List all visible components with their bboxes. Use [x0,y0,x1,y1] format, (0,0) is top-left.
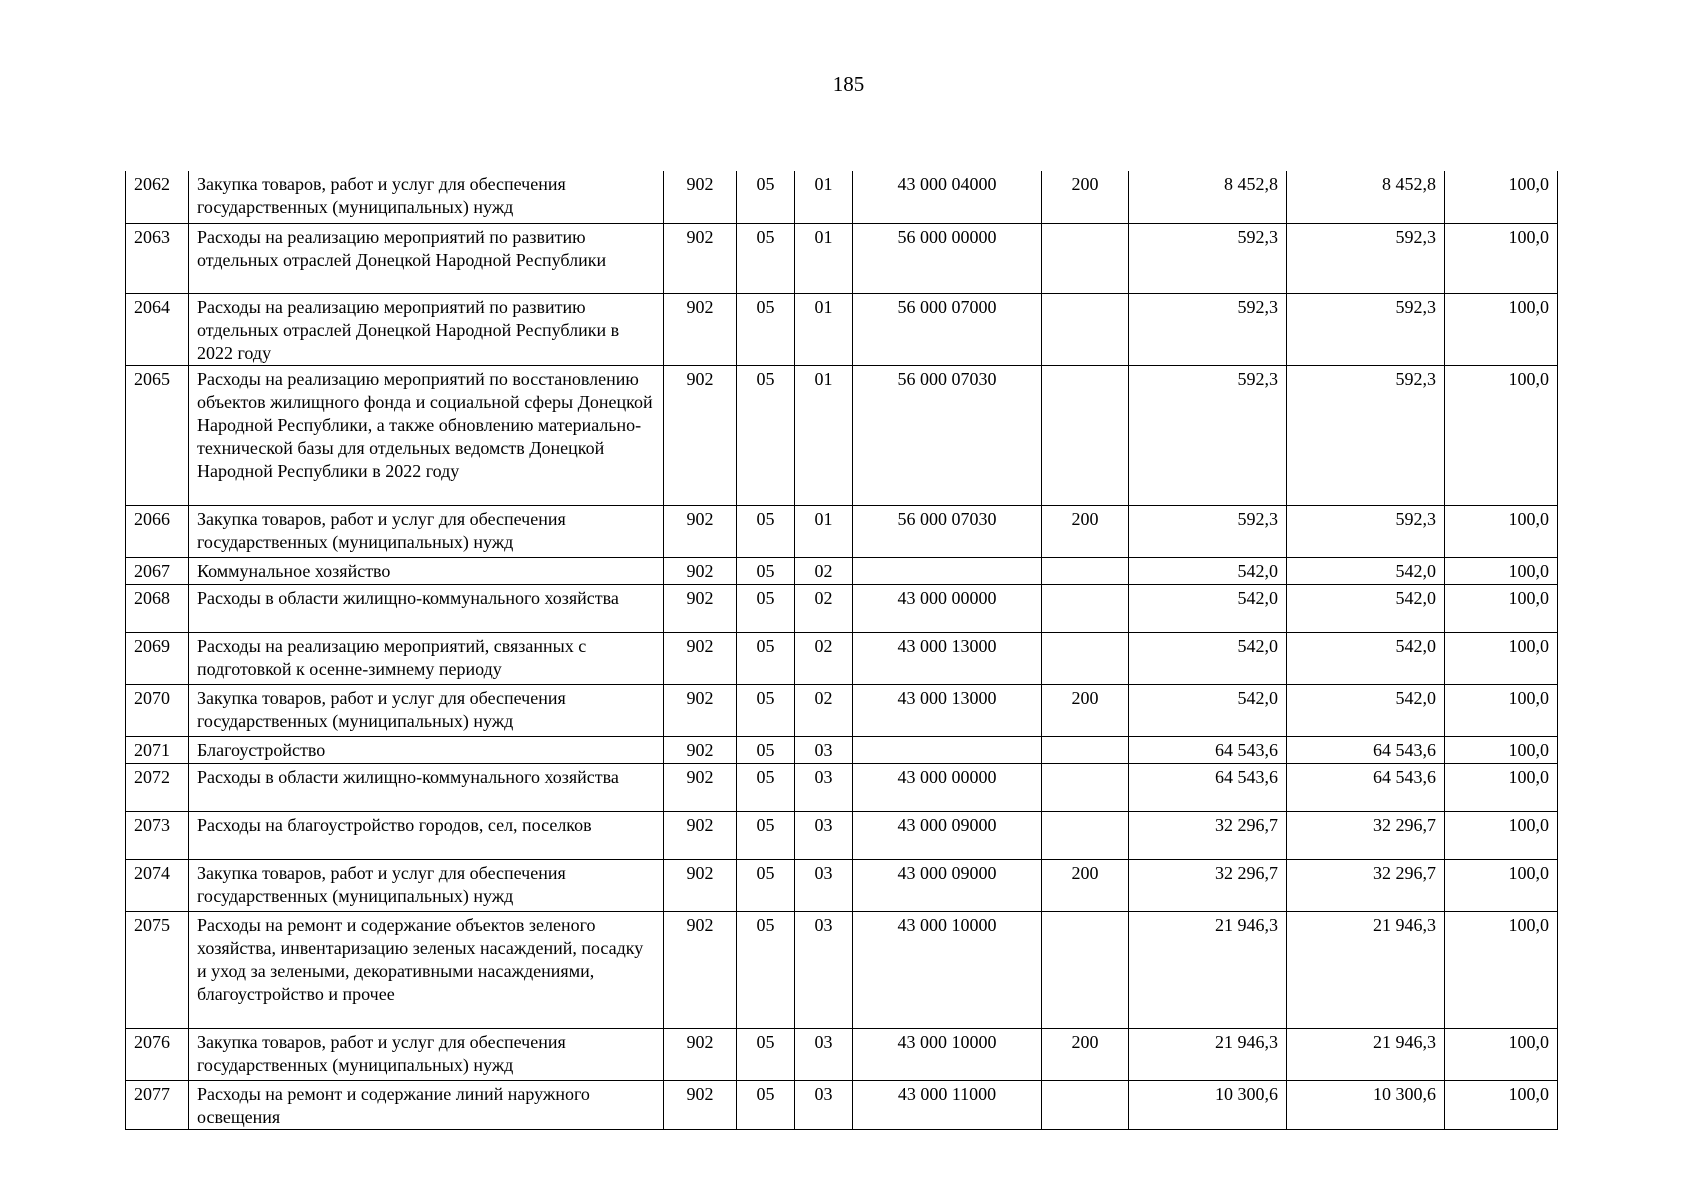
planned-amount: 32 296,7 [1129,859,1287,911]
planned-amount: 32 296,7 [1129,811,1287,859]
department-code: 902 [664,171,737,223]
target-article-code [853,736,1042,763]
expense-type-code [1042,223,1129,293]
execution-percent: 100,0 [1445,684,1558,736]
actual-amount: 592,3 [1287,365,1445,505]
department-code: 902 [664,293,737,365]
department-code: 902 [664,557,737,584]
planned-amount: 542,0 [1129,557,1287,584]
expense-name: Расходы на реализацию мероприятий, связанных с подготовкой к осенне-зимнему периоду [189,632,664,684]
execution-percent: 100,0 [1445,505,1558,557]
planned-amount: 10 300,6 [1129,1080,1287,1129]
department-code: 902 [664,811,737,859]
target-article-code: 43 000 13000 [853,632,1042,684]
department-code: 902 [664,763,737,811]
section-code: 05 [737,911,795,1028]
planned-amount: 64 543,6 [1129,763,1287,811]
row-number: 2076 [126,1028,189,1080]
subsection-code: 03 [795,736,853,763]
section-code: 05 [737,365,795,505]
expense-name: Благоустройство [189,736,664,763]
row-number: 2067 [126,557,189,584]
row-number: 2064 [126,293,189,365]
planned-amount: 542,0 [1129,584,1287,632]
department-code: 902 [664,584,737,632]
expense-type-code [1042,1080,1129,1129]
expense-name: Закупка товаров, работ и услуг для обеспечения государственных (муниципальных) нужд [189,1028,664,1080]
actual-amount: 542,0 [1287,557,1445,584]
row-number: 2066 [126,505,189,557]
target-article-code: 56 000 07030 [853,365,1042,505]
expense-name: Закупка товаров, работ и услуг для обеспечения государственных (муниципальных) нужд [189,859,664,911]
execution-percent: 100,0 [1445,632,1558,684]
row-number: 2075 [126,911,189,1028]
target-article-code: 43 000 00000 [853,763,1042,811]
expense-name: Расходы в области жилищно-коммунального хозяйства [189,763,664,811]
target-article-code: 43 000 10000 [853,1028,1042,1080]
target-article-code: 43 000 00000 [853,584,1042,632]
table-row [126,632,1558,684]
actual-amount: 64 543,6 [1287,736,1445,763]
row-number: 2069 [126,632,189,684]
planned-amount: 542,0 [1129,684,1287,736]
subsection-code: 02 [795,557,853,584]
subsection-code: 03 [795,1028,853,1080]
planned-amount: 64 543,6 [1129,736,1287,763]
expense-name: Закупка товаров, работ и услуг для обеспечения государственных (муниципальных) нужд [189,684,664,736]
expense-type-code: 200 [1042,505,1129,557]
row-number: 2073 [126,811,189,859]
expense-type-code [1042,365,1129,505]
section-code: 05 [737,684,795,736]
execution-percent: 100,0 [1445,171,1558,223]
target-article-code: 43 000 11000 [853,1080,1042,1129]
section-code: 05 [737,811,795,859]
execution-percent: 100,0 [1445,1080,1558,1129]
subsection-code: 03 [795,859,853,911]
expense-name: Расходы на реализацию мероприятий по развитию отдельных отраслей Донецкой Народной Республики в 2022 году [189,293,664,365]
expense-type-code [1042,293,1129,365]
subsection-code: 03 [795,763,853,811]
expense-name: Закупка товаров, работ и услуг для обеспечения государственных (муниципальных) нужд [189,505,664,557]
expense-type-code [1042,584,1129,632]
row-number: 2065 [126,365,189,505]
planned-amount: 8 452,8 [1129,171,1287,223]
expense-type-code [1042,811,1129,859]
expense-name: Коммунальное хозяйство [189,557,664,584]
execution-percent: 100,0 [1445,859,1558,911]
row-number: 2063 [126,223,189,293]
expense-type-code [1042,557,1129,584]
execution-percent: 100,0 [1445,584,1558,632]
table-row [126,223,1558,293]
execution-percent: 100,0 [1445,911,1558,1028]
table-row [126,293,1558,365]
subsection-code: 03 [795,811,853,859]
section-code: 05 [737,171,795,223]
planned-amount: 21 946,3 [1129,911,1287,1028]
actual-amount: 32 296,7 [1287,811,1445,859]
row-number: 2068 [126,584,189,632]
table-row [126,1028,1558,1080]
table-row [126,859,1558,911]
planned-amount: 592,3 [1129,505,1287,557]
section-code: 05 [737,293,795,365]
execution-percent: 100,0 [1445,1028,1558,1080]
expense-name: Закупка товаров, работ и услуг для обеспечения государственных (муниципальных) нужд [189,171,664,223]
actual-amount: 21 946,3 [1287,1028,1445,1080]
row-number: 2074 [126,859,189,911]
department-code: 902 [664,1080,737,1129]
section-code: 05 [737,1028,795,1080]
expense-name: Расходы на реализацию мероприятий по восстановлению объектов жилищного фонда и социальной сферы Донецкой Народной Республики, а также обновлению материально-технической базы для отдельных ведомств Донецкой Народной Республики в 2022 году [189,365,664,505]
expense-type-code: 200 [1042,1028,1129,1080]
expense-name: Расходы на ремонт и содержание объектов зеленого хозяйства, инвентаризацию зеленых насаждений, посадку и уход за зелеными, декоративными насаждениями, благоустройство и прочее [189,911,664,1028]
expense-name: Расходы в области жилищно-коммунального хозяйства [189,584,664,632]
actual-amount: 542,0 [1287,684,1445,736]
table-row [126,1080,1558,1129]
section-code: 05 [737,859,795,911]
table-body [126,171,1558,1129]
target-article-code: 43 000 13000 [853,684,1042,736]
execution-percent: 100,0 [1445,223,1558,293]
planned-amount: 21 946,3 [1129,1028,1287,1080]
table-row [126,171,1558,223]
planned-amount: 592,3 [1129,223,1287,293]
expense-type-code [1042,763,1129,811]
actual-amount: 32 296,7 [1287,859,1445,911]
actual-amount: 592,3 [1287,293,1445,365]
subsection-code: 03 [795,1080,853,1129]
subsection-code: 02 [795,584,853,632]
target-article-code: 43 000 10000 [853,911,1042,1028]
department-code: 902 [664,365,737,505]
actual-amount: 592,3 [1287,505,1445,557]
section-code: 05 [737,763,795,811]
department-code: 902 [664,911,737,1028]
execution-percent: 100,0 [1445,763,1558,811]
actual-amount: 592,3 [1287,223,1445,293]
row-number: 2071 [126,736,189,763]
section-code: 05 [737,557,795,584]
expense-type-code: 200 [1042,859,1129,911]
row-number: 2077 [126,1080,189,1129]
planned-amount: 592,3 [1129,365,1287,505]
department-code: 902 [664,1028,737,1080]
expense-type-code [1042,911,1129,1028]
subsection-code: 01 [795,223,853,293]
subsection-code: 01 [795,171,853,223]
department-code: 902 [664,223,737,293]
target-article-code: 43 000 09000 [853,811,1042,859]
budget-table [125,171,1558,1130]
row-number: 2070 [126,684,189,736]
target-article-code: 43 000 04000 [853,171,1042,223]
table-row [126,684,1558,736]
table-row [126,763,1558,811]
section-code: 05 [737,632,795,684]
expense-name: Расходы на благоустройство городов, сел, поселков [189,811,664,859]
subsection-code: 03 [795,911,853,1028]
actual-amount: 21 946,3 [1287,911,1445,1028]
actual-amount: 542,0 [1287,632,1445,684]
subsection-code: 02 [795,632,853,684]
expense-type-code [1042,736,1129,763]
planned-amount: 592,3 [1129,293,1287,365]
expense-type-code: 200 [1042,684,1129,736]
section-code: 05 [737,1080,795,1129]
table-row [126,584,1558,632]
section-code: 05 [737,584,795,632]
actual-amount: 10 300,6 [1287,1080,1445,1129]
target-article-code [853,557,1042,584]
execution-percent: 100,0 [1445,736,1558,763]
department-code: 902 [664,505,737,557]
table-row [126,365,1558,505]
table-row [126,811,1558,859]
expense-type-code [1042,632,1129,684]
actual-amount: 542,0 [1287,584,1445,632]
section-code: 05 [737,223,795,293]
section-code: 05 [737,736,795,763]
target-article-code: 56 000 00000 [853,223,1042,293]
expense-name: Расходы на ремонт и содержание линий наружного освещения [189,1080,664,1129]
table-row [126,505,1558,557]
page-number: 185 [832,72,865,96]
execution-percent: 100,0 [1445,811,1558,859]
department-code: 902 [664,684,737,736]
actual-amount: 64 543,6 [1287,763,1445,811]
department-code: 902 [664,632,737,684]
execution-percent: 100,0 [1445,293,1558,365]
planned-amount: 542,0 [1129,632,1287,684]
department-code: 902 [664,859,737,911]
department-code: 902 [664,736,737,763]
table-row [126,557,1558,584]
execution-percent: 100,0 [1445,557,1558,584]
subsection-code: 02 [795,684,853,736]
row-number: 2062 [126,171,189,223]
row-number: 2072 [126,763,189,811]
target-article-code: 56 000 07030 [853,505,1042,557]
target-article-code: 43 000 09000 [853,859,1042,911]
table-row [126,736,1558,763]
expense-type-code: 200 [1042,171,1129,223]
table-row [126,911,1558,1028]
actual-amount: 8 452,8 [1287,171,1445,223]
subsection-code: 01 [795,365,853,505]
subsection-code: 01 [795,293,853,365]
subsection-code: 01 [795,505,853,557]
section-code: 05 [737,505,795,557]
execution-percent: 100,0 [1445,365,1558,505]
target-article-code: 56 000 07000 [853,293,1042,365]
expense-name: Расходы на реализацию мероприятий по развитию отдельных отраслей Донецкой Народной Республики [189,223,664,293]
